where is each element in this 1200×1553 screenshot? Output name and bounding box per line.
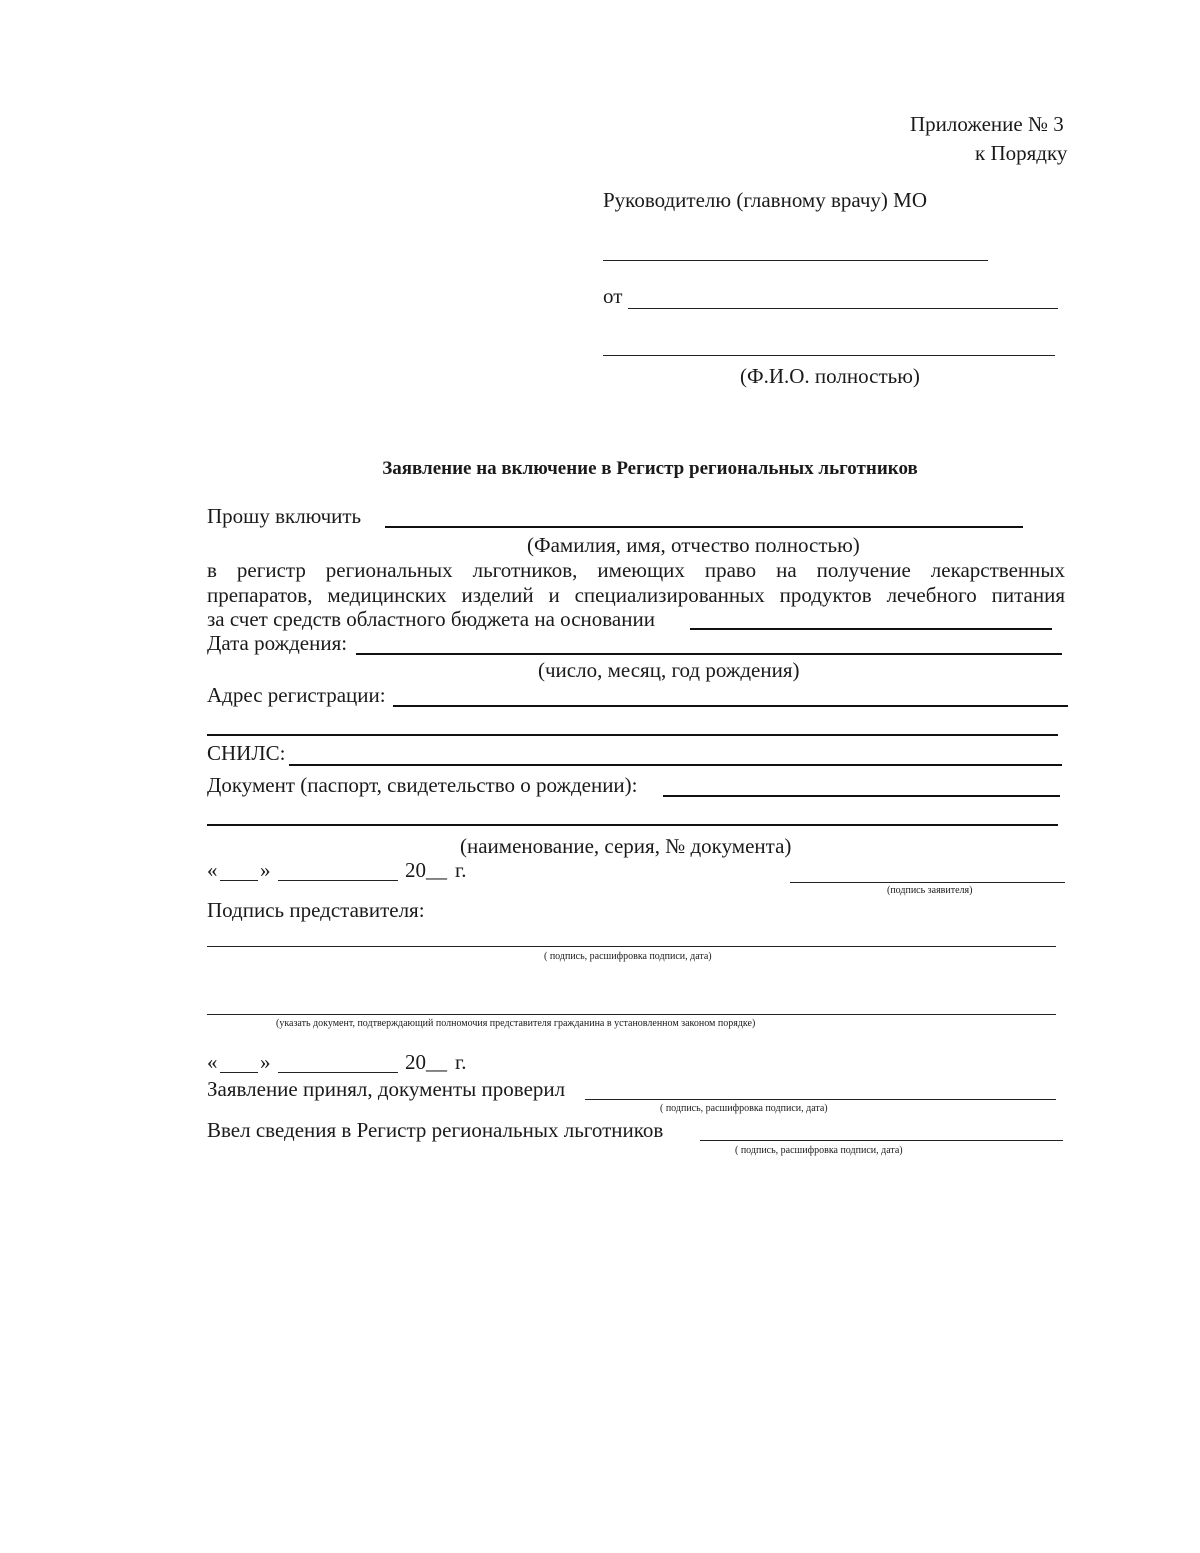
snils-label: СНИЛС: bbox=[207, 741, 286, 765]
birth-date-caption: (число, месяц, год рождения) bbox=[538, 658, 800, 682]
representative-document-line bbox=[207, 1014, 1056, 1015]
accepted-signature-caption: ( подпись, расшифровка подписи, дата) bbox=[660, 1103, 828, 1114]
month-line bbox=[278, 1072, 398, 1073]
order-reference: к Порядку bbox=[975, 141, 1068, 165]
fio-caption: (Ф.И.О. полностью) bbox=[740, 364, 920, 388]
entered-signature-line bbox=[700, 1140, 1063, 1141]
applicant-signature-line bbox=[790, 882, 1065, 883]
body-line-3: за счет средств областного бюджета на основании bbox=[207, 607, 655, 631]
birth-date-label: Дата рождения: bbox=[207, 631, 348, 655]
day-line bbox=[220, 880, 258, 881]
applicant-signature-caption: (подпись заявителя) bbox=[887, 885, 973, 896]
birth-date-line bbox=[356, 653, 1062, 655]
request-label: Прошу включить bbox=[207, 504, 362, 528]
representative-signature-caption: ( подпись, расшифровка подписи, дата) bbox=[544, 951, 712, 962]
year-prefix: 20__ bbox=[405, 1050, 447, 1074]
accepted-label: Заявление принял, документы проверил bbox=[207, 1077, 566, 1101]
representative-signature-label: Подпись представителя: bbox=[207, 898, 425, 922]
from-line-2 bbox=[603, 355, 1055, 356]
address-label: Адрес регистрации: bbox=[207, 683, 386, 707]
from-line bbox=[628, 308, 1058, 309]
year-suffix: г. bbox=[455, 1050, 467, 1074]
year-prefix: 20__ bbox=[405, 858, 447, 882]
applicant-name-line bbox=[385, 526, 1023, 528]
addressee-label: Руководителю (главному врачу) МО bbox=[603, 188, 927, 212]
month-line bbox=[278, 880, 398, 881]
quote-open: « bbox=[207, 858, 218, 882]
from-label: от bbox=[603, 284, 623, 308]
document-label: Документ (паспорт, свидетельство о рождении): bbox=[207, 773, 638, 797]
day-line bbox=[220, 1072, 258, 1073]
appendix-number: Приложение № 3 bbox=[910, 112, 1064, 136]
document-line-2 bbox=[207, 824, 1058, 826]
accepted-signature-line bbox=[585, 1099, 1056, 1100]
quote-close: » bbox=[260, 1050, 271, 1074]
address-line bbox=[393, 705, 1068, 707]
body-line-1: в регистр региональных льготников, имеющих право на получение лекарственных bbox=[207, 558, 1065, 582]
addressee-line bbox=[603, 260, 988, 261]
document-line bbox=[663, 795, 1060, 797]
name-caption: (Фамилия, имя, отчество полностью) bbox=[527, 533, 860, 557]
year-suffix: г. bbox=[455, 858, 467, 882]
representative-document-caption: (указать документ, подтверждающий полномочия представителя гражданина в установленном законом порядке) bbox=[276, 1018, 756, 1029]
entered-label: Ввел сведения в Регистр региональных льготников bbox=[207, 1118, 664, 1142]
snils-line bbox=[289, 764, 1062, 766]
representative-signature-line bbox=[207, 946, 1056, 947]
basis-line bbox=[690, 628, 1052, 630]
body-line-2: препаратов, медицинских изделий и специализированных продуктов лечебного питания bbox=[207, 583, 1065, 607]
entered-signature-caption: ( подпись, расшифровка подписи, дата) bbox=[735, 1145, 903, 1156]
address-line-2 bbox=[207, 734, 1058, 736]
document-caption: (наименование, серия, № документа) bbox=[460, 834, 792, 858]
quote-open: « bbox=[207, 1050, 218, 1074]
document-title: Заявление на включение в Регистр региональных льготников bbox=[382, 458, 918, 479]
quote-close: » bbox=[260, 858, 271, 882]
